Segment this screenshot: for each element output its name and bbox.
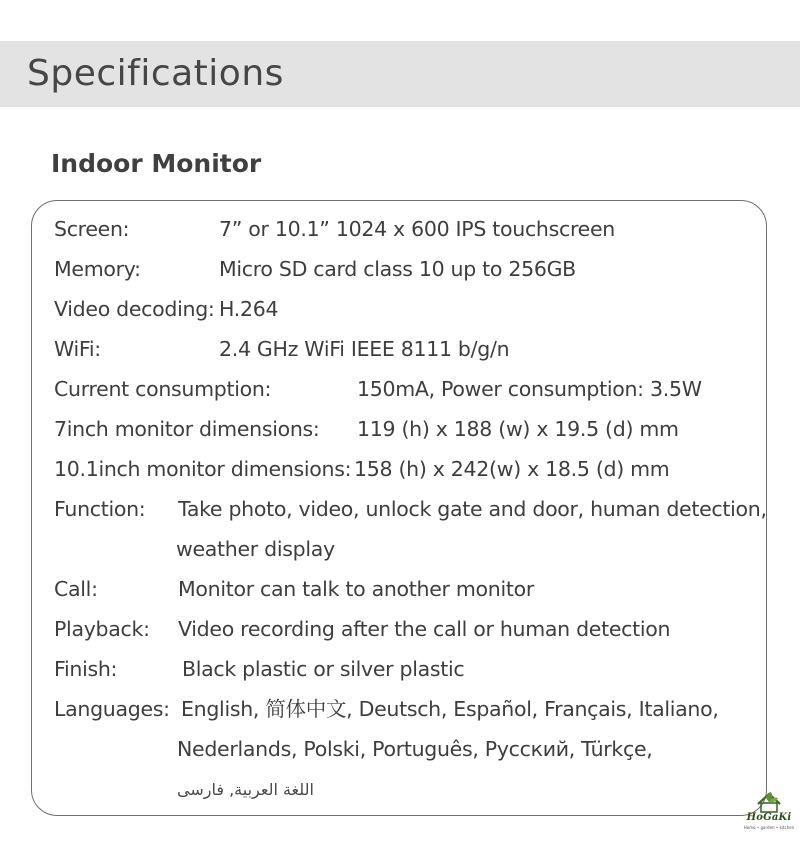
spec-label-languages: Languages: — [54, 697, 170, 721]
spec-label-video: Video decoding: — [54, 297, 215, 321]
spec-label-dim10: 10.1inch monitor dimensions: — [54, 457, 352, 481]
spec-value-video: H.264 — [219, 297, 279, 321]
spec-label-dim7: 7inch monitor dimensions: — [54, 417, 320, 441]
spec-value-languages-line2: Nederlands, Polski, Português, Русский, Türkçe, — [177, 737, 653, 761]
logo-wordmark: HoGaKi — [746, 812, 792, 823]
section-title: Indoor Monitor — [51, 149, 262, 178]
spec-value-screen: 7” or 10.1” 1024 x 600 IPS touchscreen — [219, 217, 615, 241]
spec-value-finish: Black plastic or silver plastic — [182, 657, 465, 681]
spec-label-screen: Screen: — [54, 217, 130, 241]
spec-value-memory: Micro SD card class 10 up to 256GB — [219, 257, 576, 281]
spec-value-languages-line1: English, 简体中文, Deutsch, Español, Français, Italiano, — [181, 697, 719, 721]
spec-value-languages-line3: اللغة العربية, فارسی — [177, 780, 314, 799]
spec-value-current: 150mA, Power consumption: 3.5W — [357, 377, 702, 401]
spec-value-function-line1: Take photo, video, unlock gate and door, human detection, — [178, 497, 767, 521]
spec-value-dim10: 158 (h) x 242(w) x 18.5 (d) mm — [354, 457, 670, 481]
spec-label-current: Current consumption: — [54, 377, 272, 401]
spec-value-playback: Video recording after the call or human detection — [178, 617, 671, 641]
house-leaf-icon — [740, 788, 798, 814]
page-title: Specifications — [27, 53, 284, 94]
brand-logo — [740, 788, 798, 834]
spec-label-function: Function: — [54, 497, 146, 521]
spec-label-finish: Finish: — [54, 657, 118, 681]
spec-value-function-line2: weather display — [176, 537, 335, 561]
spec-value-call: Monitor can talk to another monitor — [178, 577, 534, 601]
spec-label-wifi: WiFi: — [54, 337, 101, 361]
spec-label-playback: Playback: — [54, 617, 150, 641]
spec-label-call: Call: — [54, 577, 98, 601]
spec-value-wifi: 2.4 GHz WiFi IEEE 8111 b/g/n — [219, 337, 510, 361]
spec-label-memory: Memory: — [54, 257, 141, 281]
logo-tagline: Home • garden • kitchen — [743, 825, 795, 830]
spec-value-dim7: 119 (h) x 188 (w) x 19.5 (d) mm — [357, 417, 679, 441]
